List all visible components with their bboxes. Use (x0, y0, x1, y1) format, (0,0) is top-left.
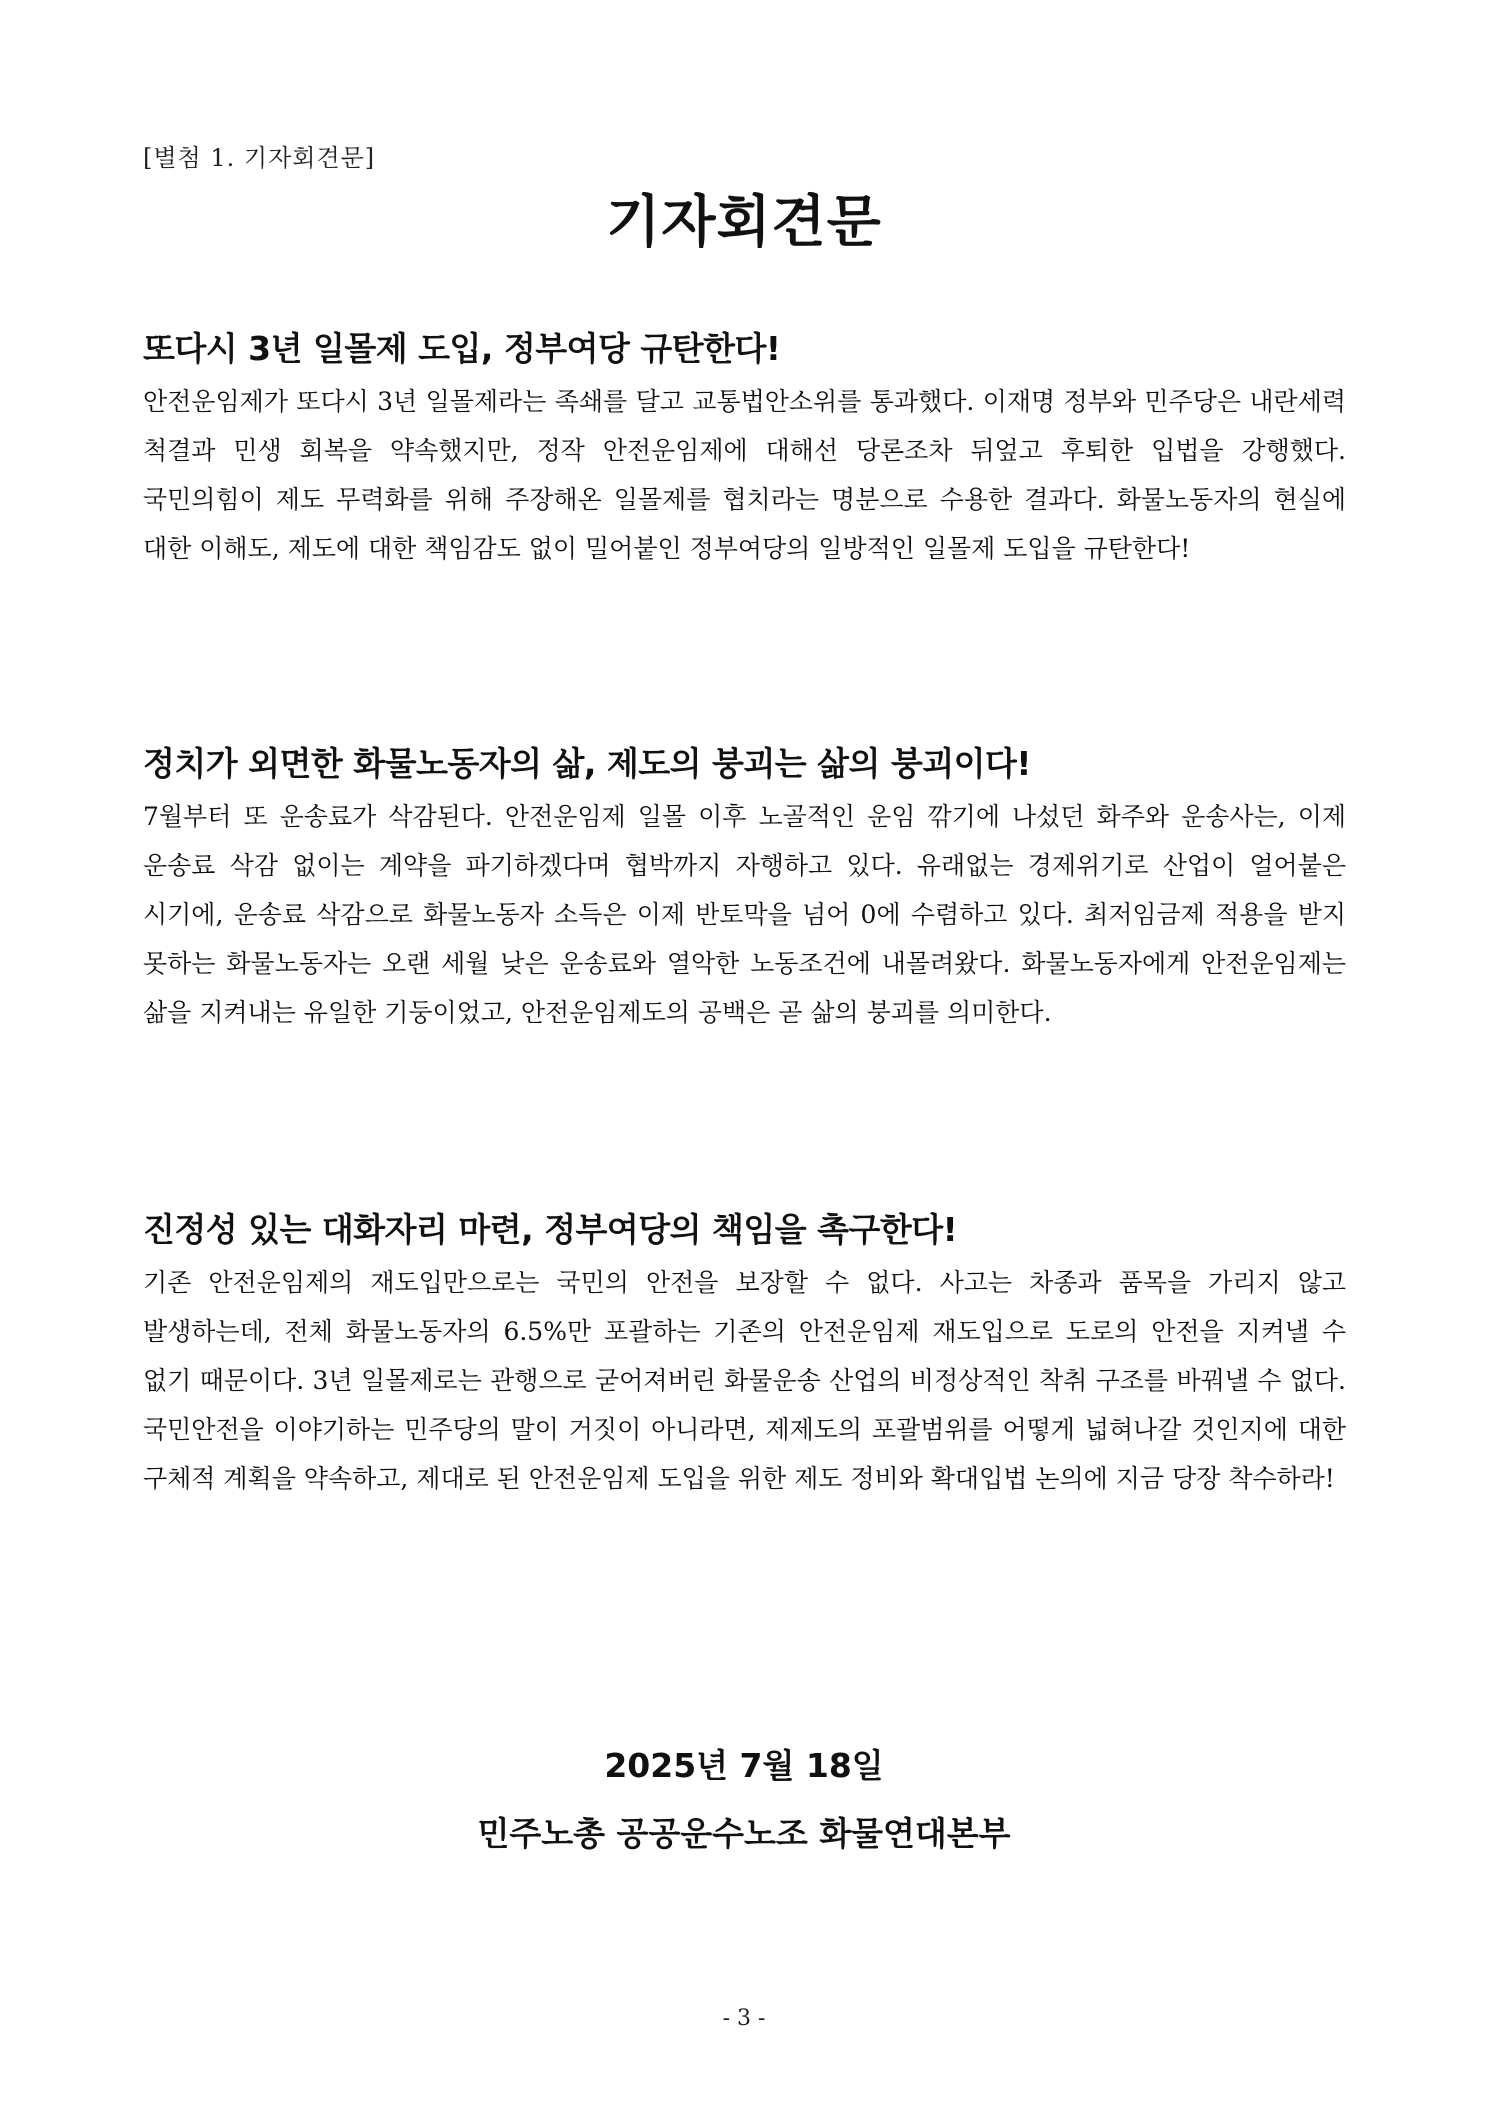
attachment-label: [별첨 1. 기자회견문] (143, 144, 376, 172)
signature-date: 2025년 7월 18일 (604, 1746, 884, 1785)
section-heading: 정치가 외면한 화물노동자의 삶, 제도의 붕괴는 삶의 붕괴이다! (143, 744, 1031, 783)
section-heading: 진정성 있는 대화자리 마련, 정부여당의 책임을 촉구한다! (143, 1210, 958, 1249)
section-body: 안전운임제가 또다시 3년 일몰제라는 족쇄를 달고 교통법안소위를 통과했다. 이재명 정부와 민주당은 내란세력 척결과 민생 회복을 약속했지만, 정작 안전운임제에 대해선 당론조차 뒤엎고 후퇴한 입법을 강행했다. 국민의힘이 제도 무력화를 위해 주장해온 일몰제를 협치라는 명분으로 수용한 결과다. 화물노동자의 현실에 대한 이해도, 제도에 대한 책임감도 없이 밀어붙인 정부여당의 일방적인 일몰제 도입을 규탄한다! (143, 387, 1346, 563)
section-body: 기존 안전운임제의 재도입만으로는 국민의 안전을 보장할 수 없다. 사고는 차종과 품목을 가리지 않고 발생하는데, 전체 화물노동자의 6.5%만 포괄하는 기존의 안전운임제 재도입으로 도로의 안전을 지켜낼 수 없기 때문이다. 3년 일몰제로는 관행으로 굳어져버린 화물운송 산업의 비정상적인 착취 구조를 바꿔낼 수 없다. 국민안전을 이야기하는 민주당의 말이 거짓이 아니라면, 제제도의 포괄범위를 어떻게 넓혀나갈 것인지에 대한 구체적 계획을 약속하고, 제대로 된 안전운임제 도입을 위한 제도 정비와 확대입법 논의에 지금 당장 착수하라! (143, 1268, 1346, 1493)
page-title: 기자회견문 (606, 190, 882, 255)
section-demand-dialogue (143, 1206, 1346, 1503)
section-sunset-clause (143, 325, 1346, 573)
section-heading: 또다시 3년 일몰제 도입, 정부여당 규탄한다! (143, 329, 781, 368)
signature-organization: 민주노총 공공운수노조 화물연대본부 (477, 1814, 1011, 1853)
page-number: - 3 - (722, 2006, 766, 2031)
section-workers-life (143, 740, 1346, 1037)
section-body: 7월부터 또 운송료가 삭감된다. 안전운임제 일몰 이후 노골적인 운임 깎기에 나섰던 화주와 운송사는, 이제 운송료 삭감 없이는 계약을 파기하겠다며 협박까지 자행하고 있다. 유래없는 경제위기로 산업이 얼어붙은 시기에, 운송료 삭감으로 화물노동자 소득은 이제 반토막을 넘어 0에 수렴하고 있다. 최저임금제 적용을 받지 못하는 화물노동자는 오랜 세월 낮은 운송료와 열악한 노동조건에 내몰려왔다. 화물노동자에게 안전운임제는 삶을 지켜내는 유일한 기둥이었고, 안전운임제도의 공백은 곧 삶의 붕괴를 의미한다. (143, 802, 1346, 1027)
